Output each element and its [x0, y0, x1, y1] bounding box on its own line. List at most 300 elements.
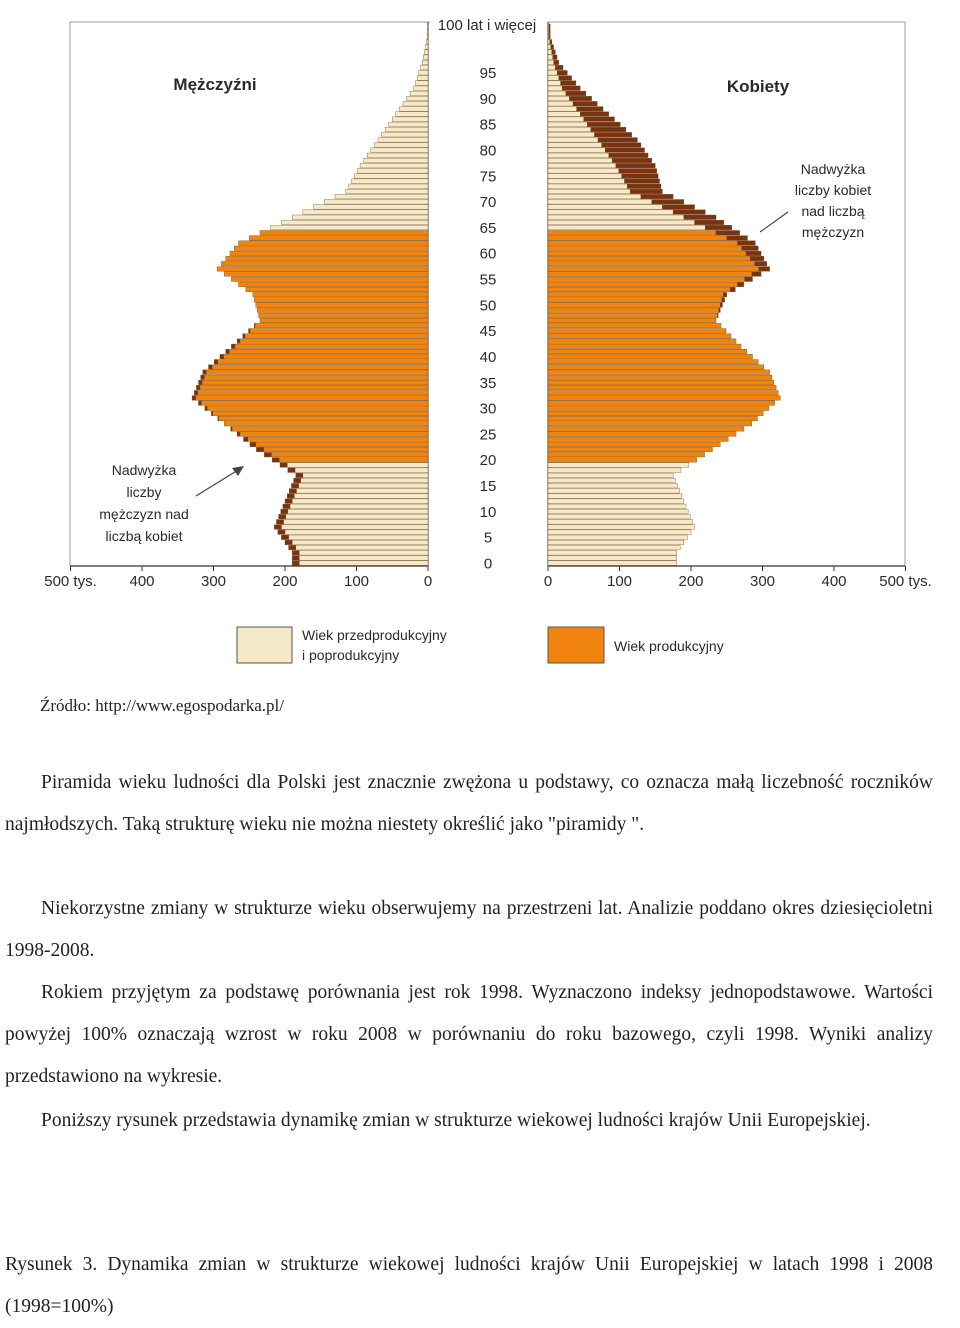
female-surplus-bar	[555, 65, 563, 70]
male-surplus-bar	[278, 530, 285, 535]
female-surplus-bar	[737, 282, 743, 287]
male-bar	[324, 200, 428, 205]
male-bar	[296, 489, 428, 494]
male-bar	[299, 561, 428, 566]
male-surplus-bar	[220, 354, 224, 359]
tick-label: 300	[749, 573, 776, 590]
male-surplus-bar	[249, 329, 250, 334]
female-surplus-bar	[745, 277, 753, 282]
male-surplus-bar	[203, 370, 207, 375]
female-bar	[548, 421, 752, 426]
male-bar	[289, 535, 428, 540]
male-bar	[314, 205, 428, 210]
male-bar	[285, 530, 428, 535]
female-bar	[548, 200, 652, 205]
female-bar	[548, 365, 764, 370]
female-bar	[548, 148, 605, 153]
female-bar	[548, 385, 776, 390]
female-surplus-bar	[553, 55, 557, 60]
female-bar	[548, 272, 752, 277]
male-surplus-bar	[294, 478, 301, 483]
male-bar	[221, 261, 428, 266]
female-surplus-bar	[550, 39, 552, 44]
age-label: 85	[479, 116, 497, 134]
tick-label: 0	[543, 573, 553, 590]
female-bar	[548, 158, 612, 163]
male-bar	[403, 101, 428, 106]
age-label: 30	[479, 400, 497, 418]
male-bar	[371, 148, 428, 153]
age-label: 95	[479, 65, 497, 82]
female-surplus-bar	[549, 24, 550, 29]
female-surplus-bar	[673, 210, 705, 215]
tick-label: 100	[343, 573, 370, 590]
female-bar	[548, 169, 619, 174]
male-surplus-bar	[283, 504, 290, 509]
female-bar	[548, 556, 677, 561]
male-bar	[367, 153, 428, 158]
male-bar	[374, 143, 428, 148]
male-bar	[290, 504, 428, 509]
female-bar	[548, 442, 720, 447]
male-bar	[207, 406, 428, 411]
female-surplus-bar	[723, 292, 727, 297]
female-surplus-bar	[625, 179, 660, 184]
age-label: 70	[479, 194, 497, 212]
age-label: 65	[479, 219, 497, 237]
tick-label: 400	[129, 573, 155, 590]
female-bar	[548, 86, 562, 91]
male-bar	[230, 251, 428, 256]
annotation-men-line: liczby	[126, 484, 162, 500]
female-surplus-bar	[720, 303, 722, 308]
female-bar	[548, 225, 705, 230]
female-bar	[548, 153, 609, 158]
female-bar	[548, 458, 697, 463]
female-bar	[548, 437, 728, 442]
male-bar	[255, 323, 428, 328]
female-bar	[548, 96, 569, 101]
female-bar	[548, 494, 682, 499]
female-bar	[548, 174, 622, 179]
male-bar	[407, 96, 428, 101]
male-surplus-bar	[237, 432, 240, 437]
female-surplus-bar	[619, 169, 657, 174]
male-surplus-bar	[198, 380, 202, 385]
male-bar	[421, 65, 428, 70]
male-bar	[299, 556, 428, 561]
male-bar	[224, 421, 428, 426]
female-bar	[548, 65, 555, 70]
female-bar	[548, 478, 675, 483]
male-bar	[426, 39, 428, 44]
female-bar	[548, 489, 680, 494]
female-bar	[548, 447, 712, 452]
female-bar	[548, 427, 744, 432]
male-bar	[281, 525, 428, 530]
female-surplus-bar	[549, 29, 550, 34]
female-surplus-bar	[554, 60, 559, 65]
female-bar	[548, 540, 684, 545]
male-surplus-bar	[276, 520, 283, 525]
female-surplus-bar	[598, 138, 637, 143]
female-surplus-bar	[641, 194, 673, 199]
male-bar	[229, 349, 428, 354]
male-bar	[259, 313, 428, 318]
paragraph-1: Piramida wieku ludności dla Polski jest znacznie zwężona u podstawy, co oznacza małą liczebność roczników najmłodszych. Taką strukturę wieku nie można niestety określić jako "piramidy ".	[5, 772, 933, 835]
annotation-men-arrow	[196, 470, 238, 496]
female-surplus-bar	[594, 132, 631, 137]
legend	[237, 627, 724, 663]
male-bar	[286, 514, 428, 519]
male-bar	[219, 416, 429, 421]
female-bar	[548, 530, 691, 535]
female-surplus-bar	[730, 287, 735, 292]
female-surplus-bar	[746, 251, 761, 256]
age-label: 90	[479, 90, 497, 108]
female-bar	[548, 179, 625, 184]
age-label: 40	[479, 348, 497, 366]
male-surplus-bar	[264, 452, 271, 457]
female-surplus-bar	[584, 117, 615, 122]
female-surplus-bar	[577, 107, 603, 112]
male-surplus-bar	[287, 494, 294, 499]
male-surplus-bar	[194, 391, 198, 396]
legend-swatch-productive	[548, 627, 604, 663]
male-surplus-bar	[192, 396, 196, 401]
annotation-women-surplus	[760, 161, 871, 240]
female-surplus-bar	[569, 96, 591, 101]
male-bar	[295, 468, 428, 473]
female-bar	[548, 432, 736, 437]
tick-label: 400	[821, 573, 847, 590]
female-bar	[548, 292, 723, 297]
male-surplus-bar	[209, 365, 213, 370]
male-bar	[364, 158, 428, 163]
male-surplus-bar	[272, 458, 279, 463]
annotation-women-line: mężczyzn	[801, 224, 865, 240]
female-bar	[548, 298, 722, 303]
tick-label: 500 tys.	[879, 573, 932, 590]
male-bar	[234, 246, 428, 251]
female-bar	[548, 277, 745, 282]
female-bar	[548, 349, 747, 354]
female-surplus-bar	[716, 230, 740, 235]
male-surplus-bar	[196, 385, 200, 390]
female-bar	[548, 303, 720, 308]
female-bar	[548, 468, 681, 473]
female-bar	[548, 525, 695, 530]
female-bar	[548, 112, 580, 117]
age-label: 25	[479, 426, 497, 444]
female-bar	[548, 411, 763, 416]
tick-label: 200	[272, 573, 298, 590]
male-bar	[253, 292, 428, 297]
female-bar	[548, 70, 557, 75]
female-surplus-bar	[587, 122, 620, 127]
male-surplus-bar	[281, 509, 288, 514]
female-surplus-bar	[612, 158, 651, 163]
female-bar	[548, 261, 755, 266]
annotation-men-line: mężczyzn nad	[99, 506, 189, 522]
male-bar	[303, 473, 428, 478]
female-surplus-bar	[616, 163, 655, 168]
female-surplus-bar	[573, 101, 597, 106]
male-surplus-bar	[274, 525, 281, 530]
female-bar	[548, 499, 684, 504]
male-bar	[202, 380, 428, 385]
female-bar	[548, 246, 742, 251]
female-surplus-bar	[562, 86, 580, 91]
male-bar	[425, 45, 428, 50]
legend-label-pre-post-line1: Wiek przedprodukcyjny	[302, 627, 447, 643]
male-surplus-bar	[201, 375, 205, 380]
male-bar	[423, 55, 428, 60]
female-surplus-bar	[750, 256, 764, 261]
female-surplus-bar	[580, 112, 609, 117]
male-bar	[260, 318, 428, 323]
male-bar	[292, 499, 428, 504]
female-surplus-bar	[684, 215, 716, 220]
female-bar	[548, 210, 673, 215]
paragraph-2: Niekorzystne zmiany w strukturze wieku obserwujemy na przestrzeni lat. Analizie poddano okres dziesięcioletni 1998-2008.	[5, 898, 933, 961]
female-surplus-bar	[557, 70, 567, 75]
paragraph-4: Poniższy rysunek przedstawia dynamikę zmian w strukturze wiekowej ludności krajów Unii Europejskiej.	[41, 1110, 871, 1131]
male-bar	[292, 540, 428, 545]
female-bar	[548, 339, 736, 344]
annotation-men-surplus	[99, 462, 244, 544]
male-bar	[279, 458, 428, 463]
female-bar	[548, 520, 692, 525]
legend-label-productive: Wiek produkcyjny	[614, 638, 724, 654]
male-surplus-bar	[218, 416, 219, 421]
male-bar	[226, 256, 428, 261]
female-bar	[548, 107, 577, 112]
male-bar	[410, 91, 428, 96]
female-bar	[548, 282, 737, 287]
female-bar	[548, 406, 769, 411]
tick-label: 500 tys.	[44, 573, 97, 590]
female-surplus-bar	[652, 200, 684, 205]
female-surplus-bar	[695, 220, 724, 225]
female-surplus-bar	[755, 261, 767, 266]
male-bar	[417, 76, 428, 81]
female-bar	[548, 308, 719, 313]
female-surplus-bar	[602, 143, 641, 148]
annotation-men-arrowhead	[232, 466, 244, 476]
female-bar	[548, 117, 584, 122]
female-surplus-bar	[551, 45, 554, 50]
legend-label-pre-post-line2: i poprodukcyjny	[302, 647, 400, 663]
female-bar	[548, 354, 752, 359]
male-bar	[335, 194, 428, 199]
female-surplus-bar	[737, 241, 755, 246]
female-bar	[548, 132, 594, 137]
female-bar	[548, 267, 759, 272]
female-bar	[548, 194, 641, 199]
male-bar	[360, 163, 428, 168]
male-bar	[299, 551, 428, 556]
female-bar	[548, 396, 780, 401]
annotation-women-line: Nadwyżka	[800, 161, 866, 177]
male-bar	[224, 354, 428, 359]
male-surplus-bar	[231, 344, 235, 349]
male-surplus-bar	[250, 442, 256, 447]
male-bar	[427, 29, 428, 34]
male-surplus-bar	[292, 561, 299, 566]
male-bar	[419, 70, 428, 75]
male-bar	[256, 303, 428, 308]
male-bar	[414, 86, 428, 91]
female-bar	[548, 184, 627, 189]
male-bar	[352, 179, 429, 184]
male-surplus-bar	[296, 473, 303, 478]
male-surplus-bar	[198, 401, 201, 406]
female-bar	[548, 205, 662, 210]
age-label-top: 100 lat i więcej	[437, 17, 537, 34]
annotation-women-line: nad liczbą	[801, 203, 865, 219]
female-bar	[548, 313, 717, 318]
annotation-women-arrow	[760, 212, 788, 232]
female-bar	[548, 39, 550, 44]
female-bar	[548, 334, 731, 339]
male-bar	[250, 329, 428, 334]
age-label: 80	[479, 142, 497, 160]
male-surplus-bar	[279, 514, 286, 519]
male-bar	[296, 545, 428, 550]
female-bar	[548, 545, 680, 550]
male-bar	[399, 107, 428, 112]
male-bar	[240, 432, 428, 437]
age-label: 45	[479, 323, 497, 341]
female-bar	[548, 287, 730, 292]
female-surplus-bar	[705, 225, 731, 230]
male-bar	[349, 184, 428, 189]
male-bar	[389, 122, 428, 127]
male-bar	[378, 138, 428, 143]
female-bar	[548, 230, 716, 235]
annotation-men-line: Nadwyżka	[111, 462, 177, 478]
male-bar	[248, 437, 428, 442]
male-bar	[201, 401, 428, 406]
male-bar	[204, 375, 428, 380]
female-bar	[548, 163, 616, 168]
left-axis-ticks	[44, 566, 432, 590]
female-bar	[548, 220, 695, 225]
female-bar	[548, 561, 677, 566]
male-surplus-bar	[226, 349, 230, 354]
male-bar	[240, 339, 428, 344]
male-bar	[357, 169, 428, 174]
male-bars	[192, 24, 428, 565]
male-bar	[301, 478, 428, 483]
female-surplus-bar	[662, 205, 694, 210]
female-surplus-bar	[752, 272, 761, 277]
female-bar	[548, 535, 687, 540]
male-bar	[271, 225, 428, 230]
tick-label: 0	[423, 573, 433, 590]
male-surplus-bar	[237, 339, 240, 344]
male-bar	[218, 360, 428, 365]
female-bar	[548, 241, 737, 246]
age-label: 10	[479, 503, 497, 521]
female-bar	[548, 91, 566, 96]
female-surplus-bar	[549, 34, 550, 39]
male-bar	[292, 215, 428, 220]
male-surplus-bar	[254, 323, 255, 328]
female-bar	[548, 215, 684, 220]
female-bars	[548, 24, 780, 565]
female-bar	[548, 375, 772, 380]
male-bar	[392, 117, 428, 122]
male-bar	[422, 60, 428, 65]
female-surplus-bar	[552, 50, 556, 55]
age-label: 15	[479, 478, 497, 495]
male-bar	[200, 385, 428, 390]
male-surplus-bar	[256, 447, 263, 452]
female-bar	[548, 138, 598, 143]
male-bar	[239, 241, 428, 246]
female-bar	[548, 344, 741, 349]
female-bar	[548, 251, 746, 256]
female-bar	[548, 452, 705, 457]
male-surplus-bar	[292, 551, 299, 556]
male-surplus-bar	[285, 540, 292, 545]
female-surplus-bar	[630, 189, 662, 194]
male-surplus-bar	[292, 556, 299, 561]
tick-label: 200	[678, 573, 704, 590]
male-bar	[217, 267, 428, 272]
female-bar	[548, 189, 630, 194]
female-bar	[548, 323, 721, 328]
female-bar	[548, 45, 551, 50]
female-bar	[548, 143, 602, 148]
female-surplus-bar	[727, 236, 748, 241]
age-label: 60	[479, 245, 497, 263]
male-bar	[287, 463, 428, 468]
age-label: 75	[479, 168, 497, 186]
female-surplus-bar	[722, 298, 725, 303]
female-surplus-bar	[719, 308, 720, 313]
male-bar	[303, 210, 428, 215]
female-bar	[548, 483, 677, 488]
male-bar	[281, 220, 428, 225]
male-bar	[206, 370, 428, 375]
age-label: 0	[483, 555, 493, 573]
female-surplus-bar	[627, 184, 661, 189]
legend-swatch-pre-post	[237, 627, 292, 663]
female-bar	[548, 76, 559, 81]
tick-label: 100	[606, 573, 633, 590]
female-surplus-bar	[561, 81, 576, 86]
female-bar	[548, 329, 726, 334]
male-bar	[288, 509, 428, 514]
female-bar	[548, 380, 774, 385]
annotation-women-line: liczby kobiet	[794, 182, 872, 198]
women-title: Kobiety	[726, 77, 790, 96]
male-bar	[245, 334, 428, 339]
right-axis-ticks	[544, 566, 932, 590]
male-bar	[231, 277, 428, 282]
male-surplus-bar	[244, 437, 248, 442]
female-bar	[548, 463, 689, 468]
male-bar	[196, 396, 428, 401]
male-surplus-bar	[289, 489, 296, 494]
female-bar	[548, 401, 775, 406]
male-bar	[213, 411, 428, 416]
female-bar	[548, 127, 591, 132]
female-bar	[548, 318, 716, 323]
